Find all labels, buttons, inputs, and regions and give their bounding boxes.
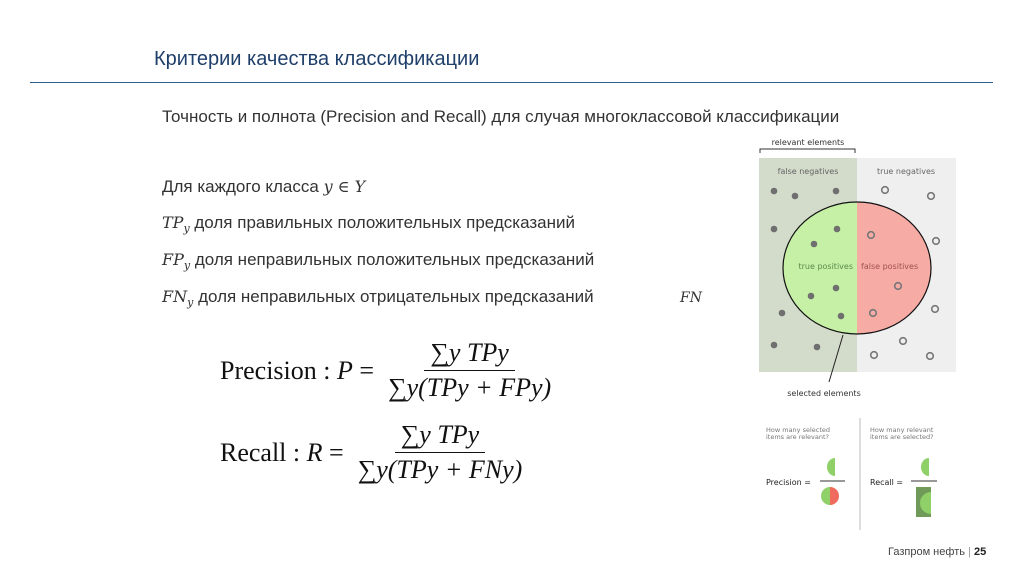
subscript: y — [187, 296, 194, 310]
intro-math: y ∈ Y — [323, 177, 366, 196]
precision-label: Precision : — [220, 355, 331, 385]
slide-subtitle: Точность и полнота (Precision and Recall) для случая многоклассовой классификации — [162, 107, 840, 126]
relevant-dot — [833, 285, 840, 292]
precision-var: P — [337, 355, 353, 385]
precision-numerator: ∑y TPy — [424, 338, 514, 371]
tp-symbol: TP — [162, 213, 184, 232]
fn-region-label: false negatives — [777, 167, 839, 176]
relevant-dot — [811, 241, 818, 248]
relevant-dot — [833, 188, 840, 195]
precision-denominator: ∑y(TPy + FPy) — [388, 373, 552, 402]
fp-text: доля неправильных положительных предсказаний — [194, 250, 595, 269]
tp-text: доля правильных положительных предсказаний — [194, 213, 575, 232]
subscript: y — [183, 222, 190, 236]
relevant-dot — [779, 310, 786, 317]
footer — [888, 546, 986, 558]
relevant-dot — [814, 344, 821, 351]
q-line: items are selected? — [870, 433, 934, 441]
relevant-dot — [838, 313, 845, 320]
precision-formula: Precision : P = $\frac{\text{∑y TPy}}{\text{∑y(TPy + FPy)}}$ — [220, 338, 557, 403]
tp-region-label: true positives — [798, 262, 853, 271]
recall-eq-label: Recall = — [870, 478, 904, 487]
recall-formula: Recall : R = $\frac{\text{∑y TPy}}{\text{∑y(TPy + FNy)}}$ — [220, 420, 528, 485]
q-line: items are relevant? — [766, 433, 829, 441]
relevant-dot — [834, 226, 841, 233]
subscript: y — [183, 259, 191, 273]
q-line: How many selected — [766, 426, 831, 434]
relevant-dot — [792, 193, 799, 200]
fp-symbol: FP — [162, 250, 184, 269]
fp-region-label: false positives — [861, 262, 919, 271]
relevant-dot — [771, 188, 778, 195]
relevant-dot — [808, 293, 815, 300]
recall-num-shape — [921, 458, 929, 476]
precision-den-tp — [821, 487, 830, 505]
relevant-label: relevant elements — [771, 138, 845, 147]
precision-question — [766, 426, 830, 441]
fn-text: доля неправильных отрицательных предсказаний — [198, 287, 594, 306]
intro-text: Для каждого класса — [162, 177, 319, 196]
selected-label: selected elements — [787, 389, 861, 398]
precision-num-shape — [827, 458, 835, 476]
recall-label: Recall : — [220, 437, 301, 467]
fn-symbol: FN — [162, 287, 188, 306]
q-line: How many relevant — [870, 426, 934, 434]
recall-numerator: ∑y TPy — [395, 420, 485, 453]
relevant-dot — [771, 342, 778, 349]
precision-eq-label: Precision = — [766, 478, 811, 487]
recall-var: R — [306, 437, 323, 467]
slide-title: Критерии качества классификации — [154, 48, 480, 70]
tn-region-label: true negatives — [876, 167, 936, 176]
footer-separator: | — [968, 546, 971, 558]
company-name: Газпром нефть — [888, 546, 965, 558]
stray-fn: FN — [680, 290, 702, 306]
recall-question — [870, 426, 934, 441]
precision-den-fp — [830, 487, 839, 505]
relevant-bracket — [760, 149, 855, 153]
relevant-dot — [771, 226, 778, 233]
recall-denominator: ∑y(TPy + FNy) — [357, 455, 523, 484]
page-number: 25 — [973, 546, 987, 558]
